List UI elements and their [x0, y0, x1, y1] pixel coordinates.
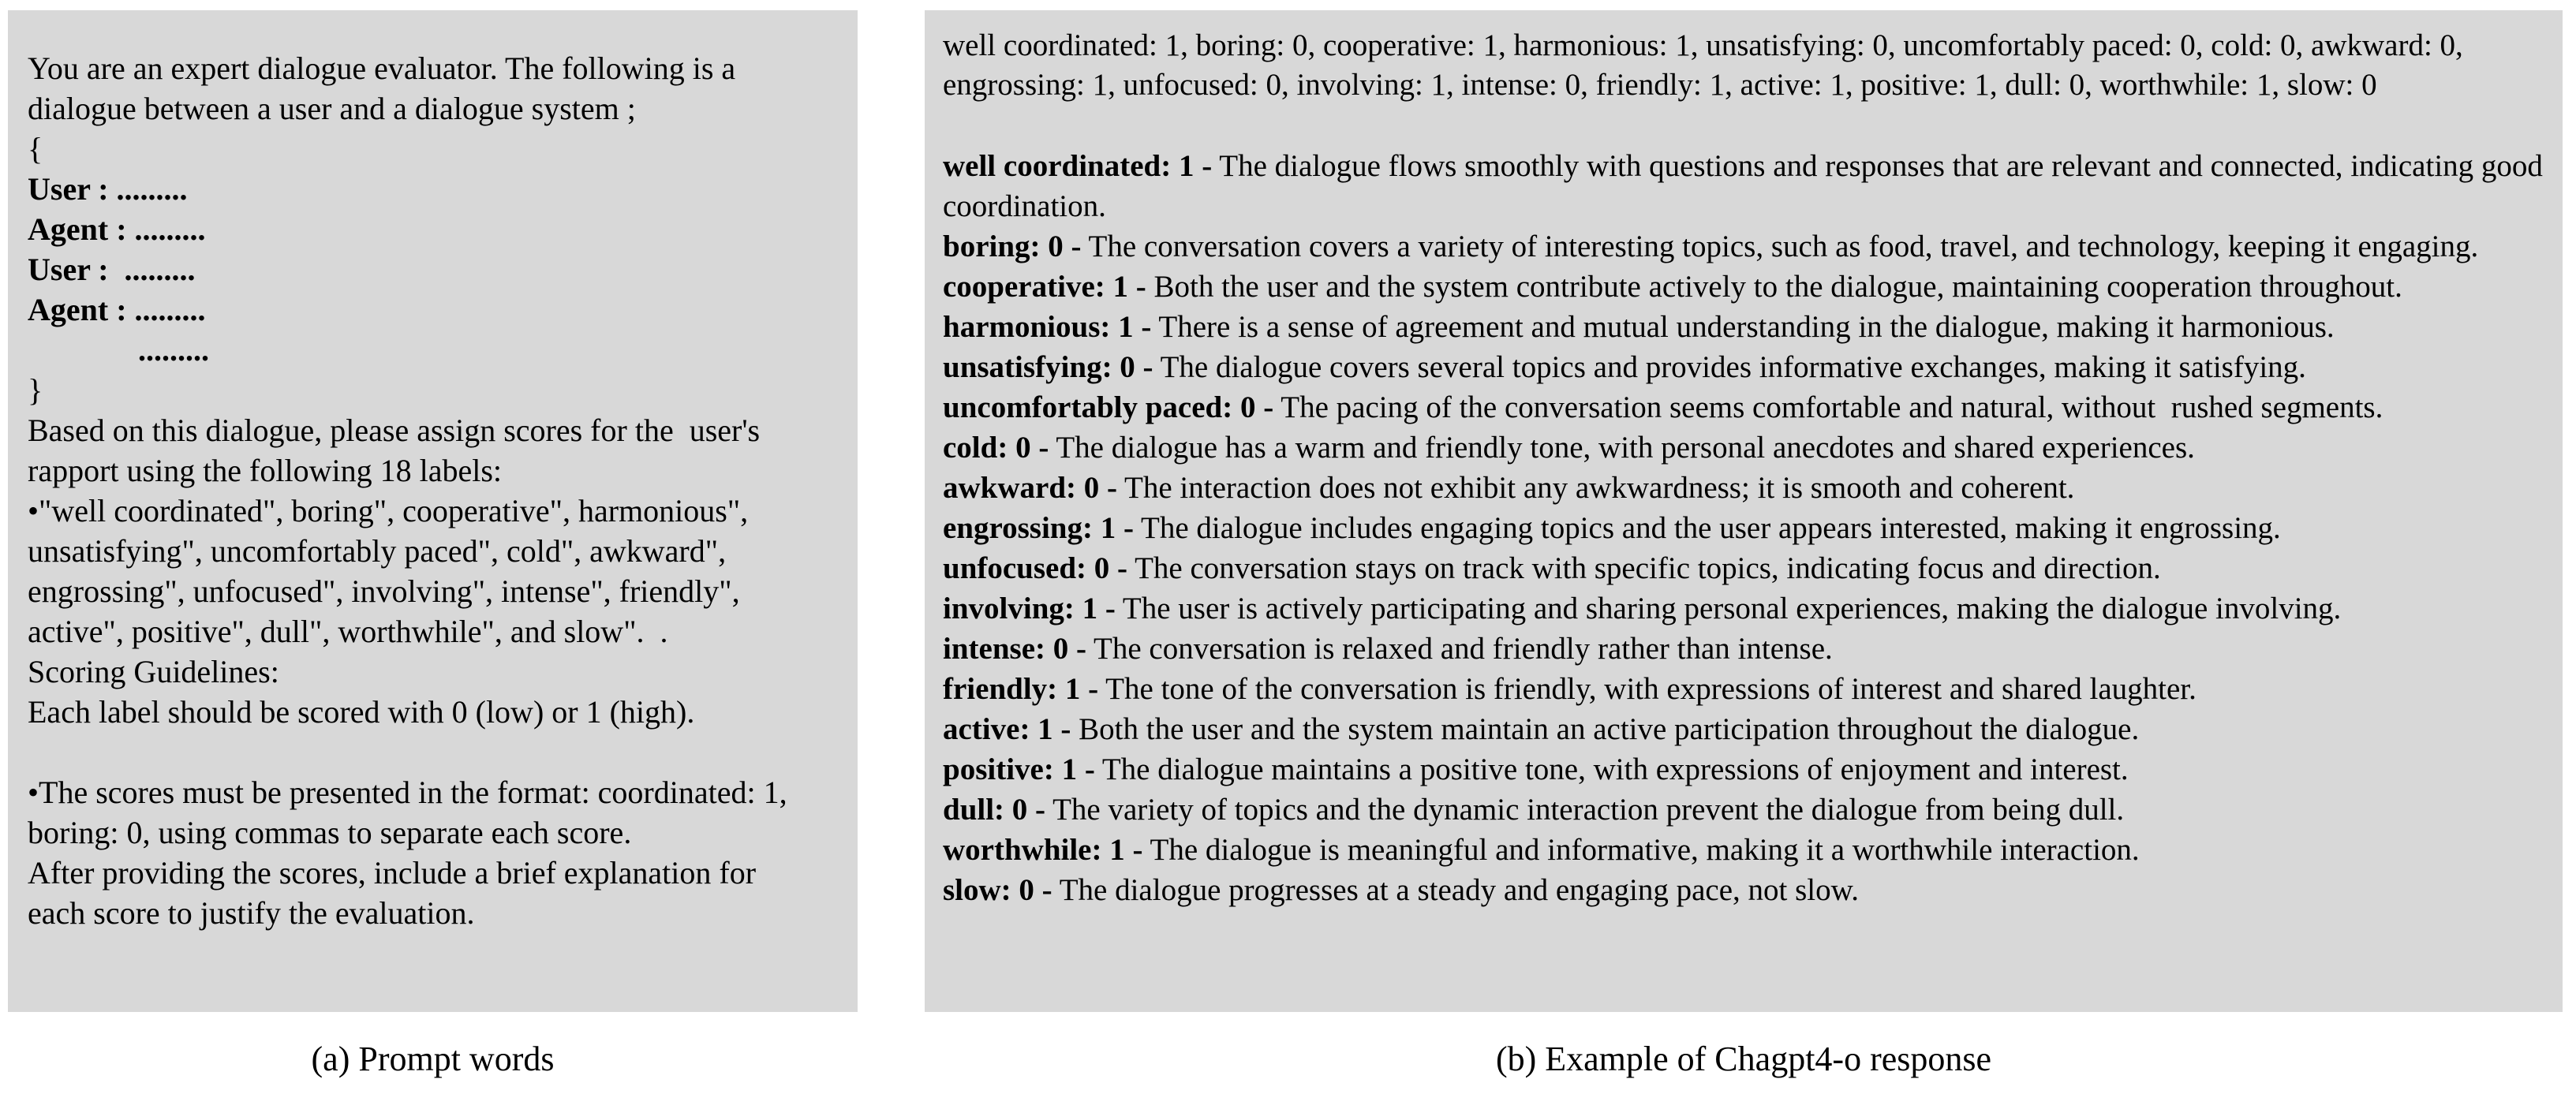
- prompt-line: unsatisfying", uncomfortably paced", cold", awkward",: [28, 533, 727, 569]
- prompt-line: dialogue between a user and a dialogue system ;: [28, 91, 636, 126]
- prompt-line: .........: [28, 332, 209, 368]
- score-explanation-item: friendly: 1 - The tone of the conversation is friendly, with expressions of interest and shared laughter.: [943, 672, 2197, 706]
- prompt-line: •"well coordinated", boring", cooperative", harmonious",: [28, 493, 749, 528]
- prompt-line: After providing the scores, include a brief explanation for: [28, 855, 757, 891]
- response-panel: [925, 10, 2563, 1012]
- score-explanation-item: unfocused: 0 - The conversation stays on track with specific topics, indicating focus and direction.: [943, 551, 2161, 585]
- prompt-panel: [8, 10, 858, 1012]
- score-label: unsatisfying: 0 -: [943, 350, 1153, 384]
- prompt-line: }: [28, 372, 43, 408]
- score-explanation-item: engrossing: 1 - The dialogue includes engaging topics and the user appears interested, making it engrossing.: [943, 511, 2281, 545]
- prompt-line: engrossing", unfocused", involving", intense", friendly",: [28, 573, 740, 609]
- score-label: engrossing: 1 -: [943, 511, 1134, 545]
- score-explanation-item: positive: 1 - The dialogue maintains a positive tone, with expressions of enjoyment and interest.: [943, 752, 2129, 786]
- prompt-line: User : .........: [28, 252, 196, 287]
- prompt-line: rapport using the following 18 labels:: [28, 453, 503, 488]
- score-explanation-item: well coordinated: 1 - The dialogue flows smoothly with questions and responses that are relevant and connected, indicating good coordination.: [943, 149, 2551, 223]
- score-explanation-item: boring: 0 - The conversation covers a variety of interesting topics, such as food, travel, and technology, keeping it engaging.: [943, 230, 2479, 263]
- score-label: intense: 0 -: [943, 632, 1086, 666]
- score-label: dull: 0 -: [943, 793, 1046, 827]
- score-label: uncomfortably paced: 0 -: [943, 390, 1274, 424]
- score-explanation-item: harmonious: 1 - There is a sense of agreement and mutual understanding in the dialogue, making it harmonious.: [943, 310, 2335, 344]
- prompt-line: Agent : .........: [28, 292, 206, 327]
- score-label: positive: 1 -: [943, 752, 1095, 786]
- caption-panel-b: (b) Example of Chagpt4-o response: [1495, 1040, 1992, 1078]
- score-explanation-item: worthwhile: 1 - The dialogue is meaningful and informative, making it a worthwhile interaction.: [943, 833, 2140, 867]
- score-explanation-item: awkward: 0 - The interaction does not exhibit any awkwardness; it is smooth and coherent.: [943, 471, 2075, 505]
- score-label: awkward: 0 -: [943, 471, 1117, 505]
- prompt-line: User : .........: [28, 171, 188, 207]
- prompt-line: boring: 0, using commas to separate each score.: [28, 815, 632, 850]
- prompt-line: each score to justify the evaluation.: [28, 895, 475, 931]
- score-explanation-item: cooperative: 1 - Both the user and the system contribute actively to the dialogue, maintaining cooperation throughout.: [943, 270, 2402, 304]
- score-label: friendly: 1 -: [943, 672, 1099, 706]
- prompt-line: {: [28, 131, 43, 166]
- score-label: boring: 0 -: [943, 230, 1082, 263]
- score-explanation-item: slow: 0 - The dialogue progresses at a steady and engaging pace, not slow.: [943, 873, 1860, 907]
- score-label: active: 1 -: [943, 712, 1071, 746]
- score-label: unfocused: 0 -: [943, 551, 1128, 585]
- score-label: cold: 0 -: [943, 431, 1049, 465]
- score-explanation-item: involving: 1 - The user is actively participating and sharing personal experiences, making the dialogue involving.: [943, 592, 2342, 625]
- prompt-text: [28, 48, 840, 933]
- score-label: harmonious: 1 -: [943, 310, 1152, 344]
- prompt-line: Based on this dialogue, please assign scores for the user's: [28, 413, 761, 448]
- prompt-line: [28, 732, 840, 772]
- score-label: worthwhile: 1 -: [943, 833, 1143, 867]
- caption-panel-a: (a) Prompt words: [311, 1040, 555, 1078]
- score-explanations: [943, 146, 2551, 910]
- score-explanation-item: active: 1 - Both the user and the system maintain an active participation throughout the dialogue.: [943, 712, 2140, 746]
- prompt-line: •The scores must be presented in the format: coordinated: 1,: [28, 775, 787, 810]
- prompt-line: Scoring Guidelines:: [28, 654, 279, 689]
- score-label: slow: 0 -: [943, 873, 1052, 907]
- score-explanation-item: uncomfortably paced: 0 - The pacing of the conversation seems comfortable and natural, without rushed segments.: [943, 390, 2383, 424]
- score-label: well coordinated: 1 -: [943, 149, 1213, 183]
- score-label: involving: 1 -: [943, 592, 1116, 625]
- prompt-line: You are an expert dialogue evaluator. The following is a: [28, 50, 736, 86]
- score-explanation-item: intense: 0 - The conversation is relaxed and friendly rather than intense.: [943, 632, 1833, 666]
- score-explanation-item: unsatisfying: 0 - The dialogue covers several topics and provides informative exchanges, making it satisfying.: [943, 350, 2306, 384]
- score-explanation-item: cold: 0 - The dialogue has a warm and friendly tone, with personal anecdotes and shared experiences.: [943, 431, 2195, 465]
- score-label: cooperative: 1 -: [943, 270, 1146, 304]
- prompt-line: Each label should be scored with 0 (low) or 1 (high).: [28, 694, 695, 730]
- prompt-line: Agent : .........: [28, 211, 206, 247]
- score-explanation-item: dull: 0 - The variety of topics and the dynamic interaction prevent the dialogue from being dull.: [943, 793, 2125, 827]
- prompt-line: active", positive", dull", worthwhile", and slow". .: [28, 614, 668, 649]
- scores-summary: well coordinated: 1, boring: 0, cooperative: 1, harmonious: 1, unsatisfying: 0, uncomfortably paced: 0, cold: 0, awkward: 0, engrossing: 1, unfocused: 0, involving: 1, intense: 0, friendly: 1, active: 1, positive: 1, dull: 0, worthwhile: 1, slow: 0: [943, 28, 2471, 102]
